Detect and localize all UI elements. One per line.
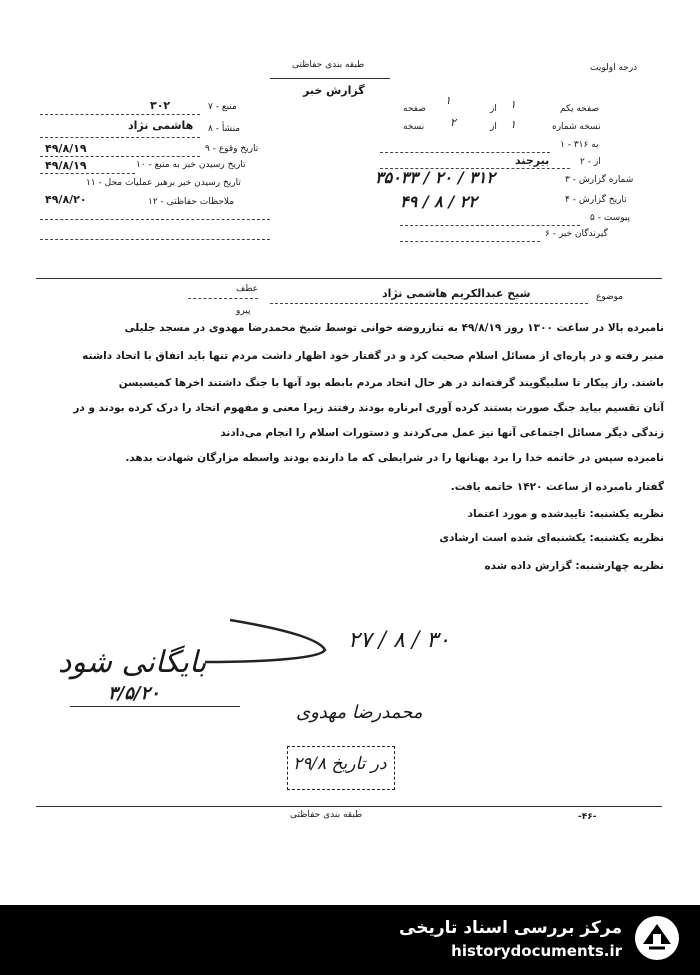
field-7-label: ۷ - منبع (208, 102, 237, 112)
copy-number-handwritten: ۱ (510, 118, 516, 131)
signature: محمدرضا مهدوی (296, 702, 423, 723)
field-5-line (400, 225, 580, 226)
history-documents-logo-icon (633, 914, 681, 962)
field-4-value: ۴۹ / ۸ / ۲۲ (400, 192, 477, 211)
field-10-line (40, 173, 135, 174)
body-line-2: منبر رفته و در پاره‌ای از مسائل اسلام صحبت کرد و در گفتار خود اظهار داشت مردم تنها باید اتفاق با اتحاد داشته (82, 350, 664, 362)
stamp-text: در تاریخ ۲۹/۸ (293, 754, 387, 774)
top-separator (36, 278, 662, 279)
field-12-line-1 (40, 219, 270, 220)
atf-line (188, 298, 258, 299)
banner-name: مرکز بررسی اسناد تاریخی (399, 918, 622, 938)
field-3-value: ۳۵۰۳۳ / ۲۰ / ۳۱۲ (375, 168, 495, 187)
note-2: نظریه یکشنبه: یکشنبه‌ای شده است ارشادی (439, 532, 664, 544)
field-11-value: ۴۹/۸/۲۰ (45, 193, 87, 206)
field-1-line (380, 152, 550, 153)
field-2-value: بیرجند (515, 154, 550, 167)
body-line-5: زندگی دیگر مسائل اجتماعی آنها نیز عمل می‌کردند و دستورات اسلام را انجام می‌دادند (220, 427, 664, 439)
field-8-value: هاشمی نژاد (128, 119, 194, 132)
subject-value: شیخ عبدالکریم هاشمی نژاد (382, 287, 531, 300)
classification-bottom: طبقه بندی حفاظتی (290, 810, 363, 820)
priority-label: درجه اولویت (590, 63, 638, 73)
check-mark-icon (200, 610, 340, 670)
copy-total-handwritten: ۲ (450, 116, 456, 129)
atf-sub-label: پیرو (236, 306, 251, 316)
archive-underline (70, 706, 240, 707)
copy-from: از (490, 122, 497, 132)
field-12-label: ۱۲ - ملاحظات حفاظتی (148, 197, 235, 207)
field-8-line (40, 137, 200, 138)
copy-unit: نسخه (403, 122, 425, 132)
page-from: از (490, 104, 497, 114)
archive-note: بایگانی شود (58, 645, 207, 680)
page-total-handwritten: ۱ (445, 94, 451, 107)
field-6-line (400, 241, 540, 242)
archive-number: ۳/۵/۲۰ (108, 683, 160, 704)
body-line-7: گفتار نامبرده از ساعت ۱۴۲۰ خاتمه یافت. (450, 481, 664, 493)
body-line-3: باشند. راز پیکار تا سلبیگویند گرفته‌اند در هر حال اتحاد مردم بابطه بود آنها با جنگ داشتند اخرها کمیسیسن (118, 377, 664, 389)
field-1: ۱ - به ۳۱۶ (560, 140, 599, 150)
classification-top: طبقه بندی حفاظتی (292, 60, 365, 70)
field-9-line (40, 156, 200, 157)
field-3: ۳ - شماره گزارش (565, 175, 634, 185)
copy-label: نسخه شماره (552, 122, 601, 132)
page-unit: صفحه (403, 104, 426, 114)
field-12-line-2 (40, 239, 270, 240)
page-number: -۴۶- (578, 812, 597, 822)
field-10-value: ۴۹/۸/۱۹ (45, 159, 87, 172)
page-number-handwritten: ۱ (510, 98, 516, 111)
field-9-label: ۹ - تاریخ وقوع (205, 144, 259, 154)
watermark-banner (0, 905, 700, 975)
field-7-line (40, 114, 200, 115)
field-10-label: ۱۰ - تاریخ رسیدن خبر به منبع (136, 160, 246, 170)
subject-label: موضوع (596, 292, 624, 302)
field-4: ۴ - تاریخ گزارش (565, 195, 627, 205)
atf-label: عطف (236, 284, 259, 294)
body-line-4: آنان تقسیم بیاید جنگ صورت بستند کرده آوری ابرناره بودند رفتند زیرا معنی و مفهوم اتحاد را درک کرده بودند و در (73, 402, 664, 414)
field-8-label: ۸ - منشأ (208, 124, 241, 134)
subject-line (270, 303, 588, 304)
note-3: نظریه چهارشنبه: گزارش داده شده (484, 560, 664, 572)
date-note-handwritten: ۲۷ / ۸ / ۳۰ (348, 628, 450, 653)
field-11-label: ۱۱ - تاریخ رسیدن خبر برهبر عملیات محل (86, 178, 241, 188)
note-1: نظریه یکشنبه: تاییدشده و مورد اعتماد (467, 508, 664, 520)
page-label: صفحه یکم (560, 104, 600, 114)
field-2: ۲ - از (580, 157, 601, 167)
report-title: گزارش خبر (303, 84, 365, 97)
field-6: ۶ - گیرندگان خبر (545, 229, 608, 239)
field-7-value: ۳۰۲ (150, 99, 171, 112)
field-9-value: ۴۹/۸/۱۹ (45, 142, 87, 155)
banner-url[interactable]: historydocuments.ir (451, 942, 622, 960)
header-underline (270, 78, 390, 79)
body-line-1: نامبرده بالا در ساعت ۱۳۰۰ روز ۴۹/۸/۱۹ به تنازروضه خوانی توسط شیخ محمدرضا مهدوی در مسجد جلیلی (124, 322, 664, 334)
body-line-6: نامبرده سپس در خاتمه خدا را برد بهنانها را در شرایطی که ما دارنده بودند واسطه مزارگان شهادت بدهد. (125, 452, 664, 464)
field-5: ۵ - پیوست (590, 213, 631, 223)
bottom-separator (36, 806, 662, 807)
